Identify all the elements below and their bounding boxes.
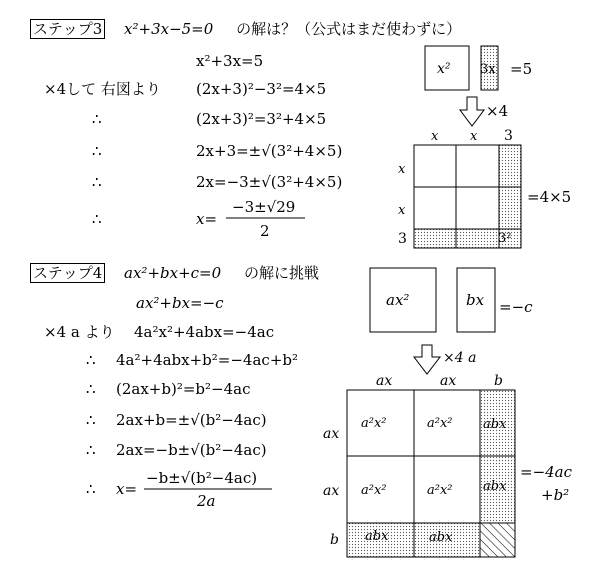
step4-line-5: 2ax+b=±√(b²−4ac) <box>116 411 267 429</box>
step3-tag: ステップ3 <box>30 19 105 39</box>
step4-top-label-3: b <box>494 373 503 389</box>
step3-times-label: ×4 <box>486 102 509 120</box>
step3-line-1: x²+3x=5 <box>196 52 264 70</box>
step3-header <box>30 22 461 37</box>
step3-line-3: (2x+3)²=3²+4×5 <box>196 110 327 128</box>
step3-title-suffix: の解は？（公式はまだ使わずに） <box>236 20 462 38</box>
step4-abx-right-1: abx <box>483 417 507 432</box>
step4-down-arrow <box>414 345 440 374</box>
step4-cell-bottom-left: a²x² <box>361 483 387 498</box>
step3-final-lhs: x= <box>196 210 218 228</box>
step4-line-6: 2ax=−b±√(b²−4ac) <box>116 441 267 459</box>
step3-side-label-1: x <box>398 162 406 177</box>
step3-final-denominator: 2 <box>260 222 270 240</box>
step3-line-4: 2x+3=±√(3²+4×5) <box>196 142 343 160</box>
step4-times-label: ×4 a <box>443 350 477 366</box>
step3-side-label-2: x <box>398 203 406 218</box>
step3-top-label-1: x <box>431 129 439 144</box>
step4-tag: ステップ4 <box>30 263 105 283</box>
step4-label-5: ∴ <box>86 411 96 429</box>
step4-side-label-2: ax <box>323 483 340 499</box>
step3-label-2: ×4して 右図より <box>44 80 161 98</box>
step3-top-label-2: x <box>470 129 478 144</box>
step4-title-equation: ax²+bx+c=0 <box>124 264 222 282</box>
step3-final-label: ∴ <box>92 210 102 228</box>
step4-side-label-3: b <box>330 532 339 548</box>
step4-label-4: ∴ <box>86 380 96 398</box>
step4-cell-top-right: a²x² <box>427 416 453 431</box>
step3-square-label: x² <box>437 61 451 77</box>
step4-side-label-1: ax <box>323 426 340 442</box>
step4-result-line1: =−4ac <box>520 463 573 481</box>
step4-label-6: ∴ <box>86 441 96 459</box>
step4-abx-right-2: abx <box>483 479 507 494</box>
step4-final-numerator: −b±√(b²−4ac) <box>146 469 258 487</box>
step4-line-1: ax²+bx=−c <box>136 294 224 312</box>
step4-label-2: ×4 a より <box>44 323 115 341</box>
step4-label-3: ∴ <box>86 351 96 369</box>
step4-top-label-2: ax <box>440 373 457 389</box>
step4-abx-bottom-2: abx <box>429 530 453 545</box>
step4-final-lhs: x= <box>116 480 138 498</box>
step4-rect-label: bx <box>466 291 485 309</box>
step4-equals: =−c <box>499 298 533 316</box>
step4-header <box>30 266 319 281</box>
step4-title-suffix: の解に挑戦 <box>243 264 319 282</box>
step4-cell-bottom-right: a²x² <box>427 483 453 498</box>
step3-top-label-3: 3 <box>504 128 513 144</box>
step4-line-2: 4a²x²+4abx=−4ac <box>134 323 275 341</box>
step3-label-5: ∴ <box>92 173 102 191</box>
step3-down-arrow <box>460 97 484 126</box>
step4-line-3: 4a²+4abx+b²=−4ac+b² <box>116 351 299 369</box>
step3-final-numerator: −3±√29 <box>232 198 296 216</box>
step3-equals: =5 <box>510 60 533 78</box>
step4-cell-top-left: a²x² <box>361 416 387 431</box>
step3-result: =4×5 <box>527 188 572 206</box>
step3-side-label-3: 3 <box>398 231 407 247</box>
step3-corner-label: 3² <box>498 231 512 246</box>
step4-top-label-1: ax <box>376 373 393 389</box>
step3-title-equation: x²+3x−5=0 <box>124 20 214 38</box>
step4-square-label: ax² <box>386 291 410 309</box>
step3-label-4: ∴ <box>92 142 102 160</box>
step4-abx-bottom-1: abx <box>365 529 389 544</box>
step3-line-5: 2x=−3±√(3²+4×5) <box>196 173 343 191</box>
step3-label-3: ∴ <box>92 110 102 128</box>
step4-line-4: (2ax+b)²=b²−4ac <box>116 380 251 398</box>
step3-rect-label: 3x <box>480 62 496 77</box>
step4-final-label: ∴ <box>86 480 96 498</box>
step4-final-denominator: 2a <box>197 492 216 510</box>
step3-line-2: (2x+3)²−3²=4×5 <box>196 80 327 98</box>
step4-result-line2: +b² <box>541 486 570 504</box>
